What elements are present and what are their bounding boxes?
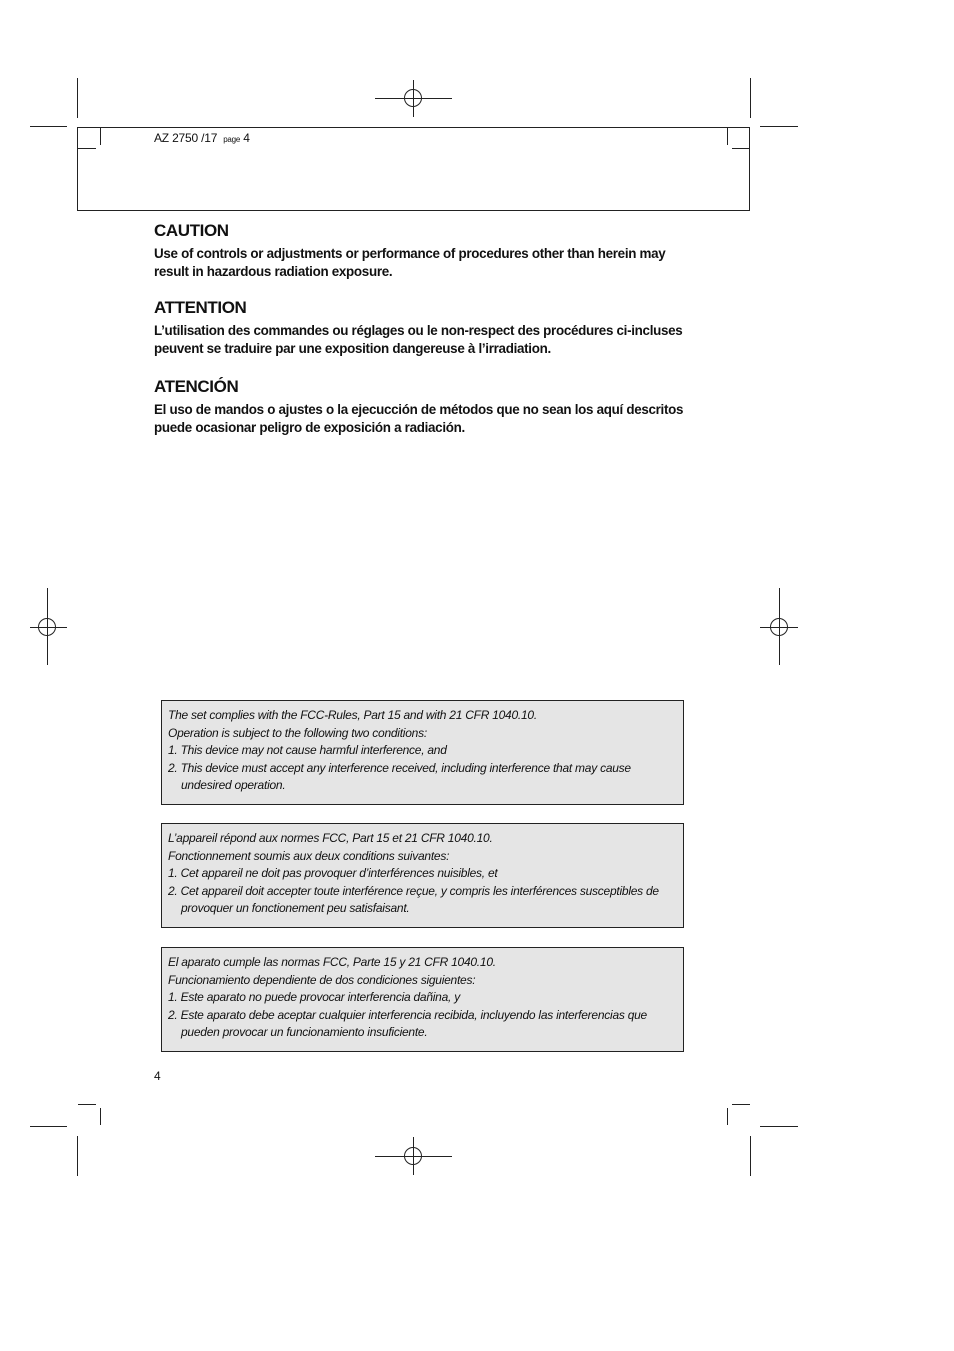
registration-target-icon	[404, 1147, 422, 1165]
fcc-line: Fonctionnement soumis aux deux conditions suivantes:	[168, 848, 450, 863]
warning-text: L’utilisation des commandes ou réglages ou le non-respect des procédures ci-incluses peuvent se traduire par une exposition dangereuse à l’irradiation.	[154, 323, 683, 356]
warning-attention	[154, 298, 694, 358]
registration-target-icon	[770, 618, 788, 636]
crop-mark	[78, 1104, 96, 1105]
fcc-condition: 1. Este aparato no puede provocar interferencia dañina, y	[168, 990, 460, 1005]
fcc-line: Funcionamiento dependiente de dos condiciones siguientes:	[168, 972, 476, 987]
fcc-notice-spanish	[161, 947, 684, 1052]
fcc-notice-french	[161, 823, 684, 928]
registration-target-icon	[404, 89, 422, 107]
fcc-condition: 2. Este aparato debe aceptar cualquier interferencia recibida, incluyendo las interferencias que pueden provocar un funcionamiento insuficiente.	[168, 1007, 647, 1040]
crop-mark	[750, 78, 751, 118]
warning-text: Use of controls or adjustments or performance of procedures other than herein may result in hazardous radiation exposure.	[154, 246, 666, 279]
fcc-line: The set complies with the FCC-Rules, Part 15 and with 21 CFR 1040.10.	[168, 708, 537, 722]
fcc-line: Operation is subject to the following two conditions:	[168, 725, 427, 740]
fcc-notice-english	[161, 700, 684, 805]
warning-caution	[154, 221, 694, 281]
crop-mark	[30, 126, 67, 127]
fcc-condition: 1. Cet appareil ne doit pas provoquer d’interférences nuisibles, et	[168, 866, 498, 881]
crop-mark	[30, 1126, 67, 1127]
crop-mark	[732, 1104, 750, 1105]
page-number: 4	[154, 1069, 161, 1083]
crop-mark	[77, 78, 78, 118]
header-slug	[154, 131, 250, 145]
warning-title: ATTENTION	[154, 298, 247, 317]
warning-atencion	[154, 377, 694, 437]
crop-mark	[100, 1108, 101, 1125]
header-page-number: 4	[243, 131, 250, 145]
crop-mark	[760, 126, 798, 127]
crop-mark	[727, 1108, 728, 1125]
model-number: AZ 2750 /17	[154, 131, 218, 145]
fcc-condition: 2. Cet appareil doit accepter toute interférence reçue, y compris les interférences susceptibles de provoquer un fonctionement peu satisfaisant.	[168, 883, 659, 916]
registration-target-icon	[38, 618, 56, 636]
fcc-condition: 2. This device must accept any interference received, including interference that may cause undesired operation.	[168, 760, 631, 793]
page-label: page	[223, 135, 241, 144]
warning-title: ATENCIÓN	[154, 377, 239, 396]
fcc-condition: 1. This device may not cause harmful interference, and	[168, 743, 447, 758]
warning-text: El uso de mandos o ajustes o la ejecucción de métodos que no sean los aquí descritos puede ocasionar peligro de exposición a radiación.	[154, 402, 684, 435]
fcc-line: L’appareil répond aux normes FCC, Part 15 et 21 CFR 1040.10.	[168, 831, 493, 845]
crop-mark	[750, 1136, 751, 1176]
crop-mark	[760, 1126, 798, 1127]
fcc-line: El aparato cumple las normas FCC, Parte 15 y 21 CFR 1040.10.	[168, 955, 496, 969]
crop-mark	[77, 1136, 78, 1176]
warning-title: CAUTION	[154, 221, 229, 240]
